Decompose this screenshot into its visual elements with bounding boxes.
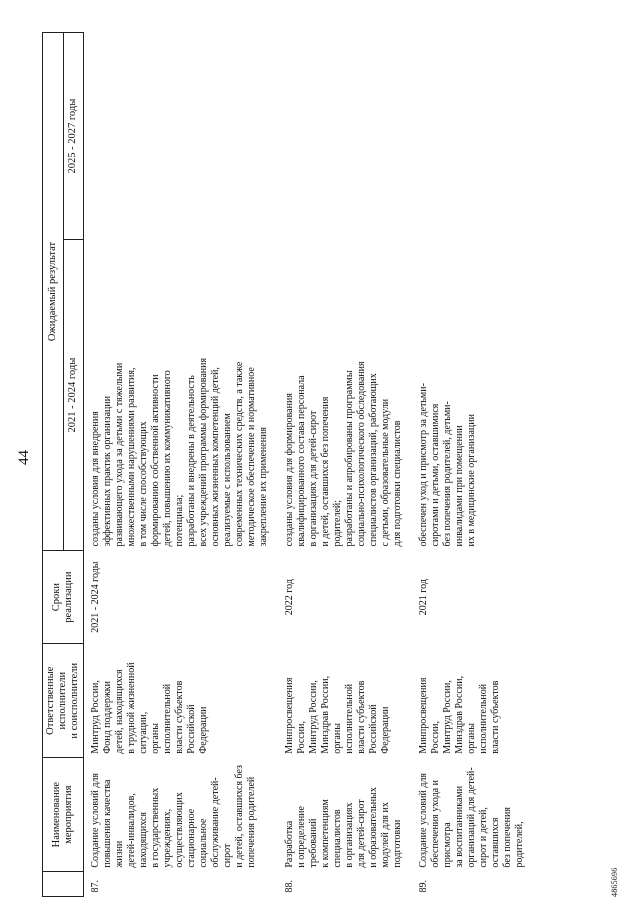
measure-name: Создание условий для обеспечения ухода и присмотра за воспитанниками организаций для детей- сирот и детей, оставшихся без попечения родителей, bbox=[418, 767, 525, 868]
table-row bbox=[412, 33, 534, 897]
header-num bbox=[43, 872, 84, 897]
row-number: 87. bbox=[90, 880, 101, 893]
implementation-term: 2021 - 2024 годы bbox=[90, 561, 101, 633]
page-number: 44 bbox=[16, 450, 32, 465]
result-2025-2027 bbox=[84, 33, 279, 240]
result-2021-2024: созданы условия для формирования квалифицированного состава персонала в организациях для детей-сирот и детей, оставшихся без попечения родителей; разработаны и апробированы программы социально-психологического обследования специалистов организаций, работающих с детьми, образовательные модули для подготовки специалистов bbox=[284, 361, 403, 547]
header-name: Наименование мероприятия bbox=[43, 758, 84, 872]
row-number: 88. bbox=[284, 880, 295, 893]
table-row bbox=[84, 33, 279, 897]
responsible-executors: Минтруд России, Фонд поддержки детей, находящихся в трудной жизненной ситуации, органы исполнительной власти субъектов Российской Федерации bbox=[90, 662, 209, 754]
header-result: Ожидаемый результат bbox=[43, 33, 64, 551]
result-2025-2027 bbox=[412, 33, 534, 240]
table-row bbox=[278, 33, 412, 897]
result-2025-2027 bbox=[278, 33, 412, 240]
implementation-term: 2021 год bbox=[418, 579, 429, 616]
result-2021-2024: созданы условия для внедрения эффективных практик организации развивающего ухода за детьми с тяжелыми множественными нарушениями развития, в том числе способствующих формированию собственной активности детей, повышению их коммуникативного потенциала; разработаны и внедрены в деятельность всех учреждений программы формирования основных жизненных компетенций детей, реализуемые с использованием современных технических средств, а также методическое обеспечение и нормативное закрепление их применения bbox=[90, 357, 269, 547]
header-period-2025-2027: 2025 - 2027 годы bbox=[63, 33, 84, 240]
measure-name: Разработка и определение требований к компетенциям специалистов в организациях для детей-сирот и образовательных модулей для их подготовки bbox=[284, 787, 403, 868]
header-terms: Сроки реализации bbox=[43, 551, 84, 644]
result-2021-2024: обеспечен уход и присмотр за детьми- сиротами и детьми, оставшимися без попечения родителей, детьми- инвалидами при помещении их в медицинские организации bbox=[418, 383, 477, 547]
header-period-2021-2024: 2021 - 2024 годы bbox=[63, 240, 84, 551]
row-number: 89. bbox=[418, 880, 429, 893]
responsible-executors: Минпросвещения России, Минтруд России, Минздрав России, органы исполнительной власти субъектов Российской Федерации bbox=[284, 675, 391, 754]
implementation-term: 2022 год bbox=[284, 579, 295, 616]
measure-name: Создание условий для повышения качества жизни детей-инвалидов, находящихся в государственных учреждениях, осуществляющих стационарное социальное обслуживание детей-сирот и детей, оставшихся без попечения родителей bbox=[90, 764, 257, 868]
document-id: 4865696 bbox=[610, 867, 619, 897]
measures-table bbox=[42, 32, 534, 897]
header-responsible: Ответственные исполнители и соисполнители bbox=[43, 644, 84, 758]
responsible-executors: Минпросвещения России, Минтруд России, Минздрав России, органы исполнительной власти субъектов bbox=[418, 675, 501, 754]
